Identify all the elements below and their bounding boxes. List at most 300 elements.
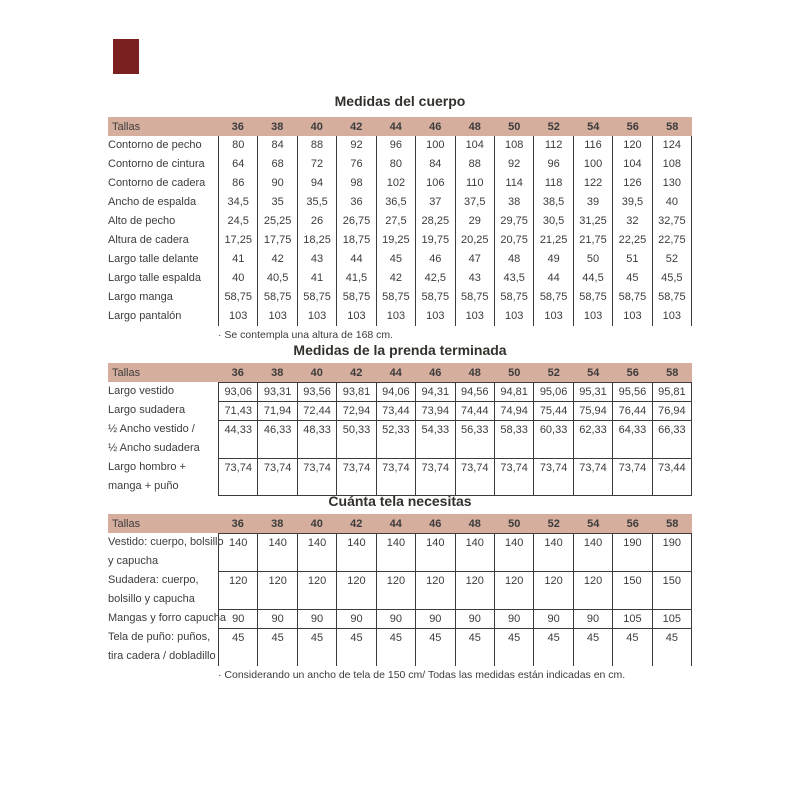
row-values <box>218 288 692 307</box>
value-cell: 92 <box>494 155 533 174</box>
size-header-cell: 40 <box>310 120 323 133</box>
value-cell: 58,75 <box>533 288 572 307</box>
row-values <box>218 136 692 155</box>
table-row <box>108 458 692 496</box>
value-cell: 71,43 <box>218 402 257 420</box>
value-cell: 120 <box>336 572 375 609</box>
value-cell: 140 <box>494 534 533 571</box>
row-label-line: ½ Ancho sudadera <box>108 442 200 454</box>
value-cell: 73,74 <box>533 459 572 495</box>
row-label-line: Largo pantalón <box>108 310 182 322</box>
size-header-cell: 56 <box>626 517 639 530</box>
value-cell: 93,56 <box>297 383 336 401</box>
value-cell: 58,33 <box>494 421 533 458</box>
value-cell: 30,5 <box>533 212 572 231</box>
value-cell: 31,25 <box>573 212 612 231</box>
value-cell: 74,44 <box>455 402 494 420</box>
value-cell: 46,33 <box>257 421 296 458</box>
table-row <box>108 174 692 193</box>
row-label <box>108 269 218 288</box>
value-cell: 120 <box>573 572 612 609</box>
value-cell: 76 <box>336 155 375 174</box>
table-footnote: · Se contempla una altura de 168 cm. <box>218 329 394 341</box>
size-table-section <box>108 94 692 342</box>
table-row <box>108 288 692 307</box>
size-header-cell: 46 <box>429 366 442 379</box>
value-cell: 92 <box>336 136 375 155</box>
value-cell: 60,33 <box>533 421 572 458</box>
row-label <box>108 136 218 155</box>
table-row <box>108 609 692 628</box>
value-cell: 73,74 <box>257 459 296 495</box>
value-cell: 72,44 <box>297 402 336 420</box>
value-cell: 22,25 <box>612 231 651 250</box>
value-cell: 26,75 <box>336 212 375 231</box>
value-cell: 39,5 <box>612 193 651 212</box>
size-header-cell: 54 <box>587 366 600 379</box>
value-cell: 140 <box>415 534 454 571</box>
table-row <box>108 571 692 609</box>
row-values <box>218 533 692 571</box>
value-cell: 116 <box>573 136 612 155</box>
row-label-line: Vestido: cuerpo, bolsillo <box>108 536 224 548</box>
value-cell: 150 <box>652 572 692 609</box>
row-values <box>218 174 692 193</box>
value-cell: 40 <box>652 193 692 212</box>
row-label <box>108 212 218 231</box>
row-label <box>108 533 224 571</box>
value-cell: 90 <box>218 610 257 628</box>
row-label-line: ½ Ancho vestido / <box>108 423 195 435</box>
row-values <box>218 571 692 609</box>
row-label-line: Largo manga <box>108 291 173 303</box>
value-cell: 17,25 <box>218 231 257 250</box>
size-header-cell: 58 <box>666 517 679 530</box>
value-cell: 28,25 <box>415 212 454 231</box>
value-cell: 103 <box>218 307 257 326</box>
value-cell: 45 <box>494 629 533 666</box>
value-cell: 45 <box>533 629 572 666</box>
value-cell: 140 <box>533 534 572 571</box>
row-label-line: Ancho de espalda <box>108 196 197 208</box>
value-cell: 94,81 <box>494 383 533 401</box>
value-cell: 43 <box>455 269 494 288</box>
value-cell: 73,74 <box>336 459 375 495</box>
value-cell: 110 <box>455 174 494 193</box>
value-cell: 45 <box>612 629 651 666</box>
table-row <box>108 269 692 288</box>
table-row <box>108 382 692 401</box>
value-cell: 68 <box>257 155 296 174</box>
value-cell: 84 <box>415 155 454 174</box>
table-row <box>108 155 692 174</box>
value-cell: 50 <box>573 250 612 269</box>
value-cell: 94,31 <box>415 383 454 401</box>
value-cell: 43 <box>297 250 336 269</box>
value-cell: 90 <box>533 610 572 628</box>
value-cell: 58,75 <box>455 288 494 307</box>
value-cell: 45 <box>376 629 415 666</box>
row-label-line: tira cadera / dobladillo <box>108 650 216 662</box>
value-cell: 18,75 <box>336 231 375 250</box>
value-cell: 64,33 <box>612 421 651 458</box>
value-cell: 45 <box>336 629 375 666</box>
value-cell: 120 <box>533 572 572 609</box>
value-cell: 74,94 <box>494 402 533 420</box>
size-header-cell: 40 <box>310 366 323 379</box>
value-cell: 90 <box>415 610 454 628</box>
value-cell: 45 <box>257 629 296 666</box>
size-header-cell: 52 <box>547 517 560 530</box>
value-cell: 90 <box>336 610 375 628</box>
value-cell: 103 <box>336 307 375 326</box>
value-cell: 51 <box>612 250 651 269</box>
value-cell: 44,33 <box>218 421 257 458</box>
size-header-cell: 58 <box>666 366 679 379</box>
value-cell: 102 <box>376 174 415 193</box>
size-header-cell: 50 <box>508 366 521 379</box>
size-header-cell: 54 <box>587 517 600 530</box>
value-cell: 42,5 <box>415 269 454 288</box>
row-label-line: Largo talle delante <box>108 253 199 265</box>
value-cell: 95,56 <box>612 383 651 401</box>
value-cell: 44,5 <box>573 269 612 288</box>
value-cell: 120 <box>257 572 296 609</box>
value-cell: 25,25 <box>257 212 296 231</box>
value-cell: 103 <box>573 307 612 326</box>
size-header-cell: 48 <box>468 120 481 133</box>
row-label-line: Largo sudadera <box>108 404 186 416</box>
value-cell: 73,74 <box>218 459 257 495</box>
table-row <box>108 420 692 458</box>
value-cell: 34,5 <box>218 193 257 212</box>
value-cell: 66,33 <box>652 421 692 458</box>
size-header-cell: 58 <box>666 120 679 133</box>
value-cell: 140 <box>573 534 612 571</box>
value-cell: 120 <box>297 572 336 609</box>
value-cell: 64 <box>218 155 257 174</box>
value-cell: 80 <box>376 155 415 174</box>
value-cell: 90 <box>257 610 296 628</box>
row-label-line: Tela de puño: puños, <box>108 631 211 643</box>
value-cell: 108 <box>494 136 533 155</box>
value-cell: 108 <box>652 155 692 174</box>
value-cell: 103 <box>652 307 692 326</box>
size-header-cell: 56 <box>626 366 639 379</box>
value-cell: 76,94 <box>652 402 692 420</box>
value-cell: 94,56 <box>455 383 494 401</box>
row-values <box>218 609 692 628</box>
value-cell: 37 <box>415 193 454 212</box>
value-cell: 103 <box>612 307 651 326</box>
size-header-cell: 46 <box>429 517 442 530</box>
table-row <box>108 250 692 269</box>
value-cell: 73,74 <box>494 459 533 495</box>
value-cell: 45,5 <box>652 269 692 288</box>
value-cell: 103 <box>494 307 533 326</box>
size-header-cell: 42 <box>350 366 363 379</box>
value-cell: 90 <box>494 610 533 628</box>
row-values <box>218 231 692 250</box>
size-header-cell: 40 <box>310 517 323 530</box>
row-label-line: Largo vestido <box>108 385 175 397</box>
value-cell: 41,5 <box>336 269 375 288</box>
size-header-cell: 54 <box>587 120 600 133</box>
table-header-row <box>108 117 692 136</box>
value-cell: 120 <box>455 572 494 609</box>
value-cell: 95,81 <box>652 383 692 401</box>
value-cell: 105 <box>612 610 651 628</box>
value-cell: 38 <box>494 193 533 212</box>
value-cell: 58,75 <box>336 288 375 307</box>
value-cell: 190 <box>652 534 692 571</box>
value-cell: 90 <box>573 610 612 628</box>
value-cell: 106 <box>415 174 454 193</box>
value-cell: 124 <box>652 136 692 155</box>
value-cell: 36,5 <box>376 193 415 212</box>
row-label <box>108 155 218 174</box>
table-title: Medidas del cuerpo <box>334 93 466 109</box>
size-header-cell: 52 <box>547 366 560 379</box>
value-cell: 72,94 <box>336 402 375 420</box>
value-cell: 104 <box>455 136 494 155</box>
size-header-cell: 56 <box>626 120 639 133</box>
value-cell: 120 <box>218 572 257 609</box>
size-header-cell: 44 <box>389 120 402 133</box>
value-cell: 46 <box>415 250 454 269</box>
value-cell: 103 <box>376 307 415 326</box>
size-header-cell: 46 <box>429 120 442 133</box>
row-label <box>108 307 218 326</box>
size-header-cell: 42 <box>350 120 363 133</box>
value-cell: 35,5 <box>297 193 336 212</box>
row-label <box>108 250 218 269</box>
value-cell: 76,44 <box>612 402 651 420</box>
value-cell: 118 <box>533 174 572 193</box>
table-row <box>108 193 692 212</box>
row-values <box>218 628 692 666</box>
value-cell: 100 <box>415 136 454 155</box>
table-title: Medidas de la prenda terminada <box>293 342 507 358</box>
value-cell: 73,74 <box>573 459 612 495</box>
value-cell: 43,5 <box>494 269 533 288</box>
size-header-cell: 52 <box>547 120 560 133</box>
value-cell: 120 <box>494 572 533 609</box>
row-values <box>218 212 692 231</box>
value-cell: 32,75 <box>652 212 692 231</box>
value-cell: 39 <box>573 193 612 212</box>
value-cell: 71,94 <box>257 402 296 420</box>
value-cell: 56,33 <box>455 421 494 458</box>
value-cell: 96 <box>376 136 415 155</box>
value-cell: 73,74 <box>612 459 651 495</box>
row-label <box>108 628 218 666</box>
value-cell: 100 <box>573 155 612 174</box>
row-label <box>108 231 218 250</box>
value-cell: 19,25 <box>376 231 415 250</box>
value-cell: 40,5 <box>257 269 296 288</box>
value-cell: 93,81 <box>336 383 375 401</box>
value-cell: 52 <box>652 250 692 269</box>
row-label-line: bolsillo y capucha <box>108 593 195 605</box>
size-header-cell: 38 <box>271 366 284 379</box>
value-cell: 49 <box>533 250 572 269</box>
value-cell: 90 <box>257 174 296 193</box>
value-cell: 84 <box>257 136 296 155</box>
size-table-section <box>108 343 692 496</box>
row-label-line: Alto de pecho <box>108 215 176 227</box>
value-cell: 44 <box>533 269 572 288</box>
value-cell: 52,33 <box>376 421 415 458</box>
size-header-cell: 44 <box>389 517 402 530</box>
value-cell: 88 <box>297 136 336 155</box>
value-cell: 19,75 <box>415 231 454 250</box>
table-row <box>108 136 692 155</box>
value-cell: 58,75 <box>652 288 692 307</box>
table-row <box>108 533 692 571</box>
value-cell: 45 <box>455 629 494 666</box>
row-label-line: Contorno de pecho <box>108 139 202 151</box>
value-cell: 93,31 <box>257 383 296 401</box>
value-cell: 58,75 <box>218 288 257 307</box>
value-cell: 32 <box>612 212 651 231</box>
size-header-cell: 44 <box>389 366 402 379</box>
row-label-line: manga + puño <box>108 480 179 492</box>
table-footnote: · Considerando un ancho de tela de 150 cm/ Todas las medidas están indicadas en cm. <box>218 669 626 681</box>
size-header-cell: 36 <box>231 517 244 530</box>
value-cell: 58,75 <box>573 288 612 307</box>
row-label <box>108 382 218 401</box>
value-cell: 47 <box>455 250 494 269</box>
value-cell: 75,44 <box>533 402 572 420</box>
value-cell: 48 <box>494 250 533 269</box>
value-cell: 90 <box>297 610 336 628</box>
value-cell: 48,33 <box>297 421 336 458</box>
value-cell: 41 <box>297 269 336 288</box>
brand-color-swatch <box>113 39 139 74</box>
value-cell: 93,06 <box>218 383 257 401</box>
value-cell: 21,25 <box>533 231 572 250</box>
value-cell: 38,5 <box>533 193 572 212</box>
value-cell: 112 <box>533 136 572 155</box>
value-cell: 62,33 <box>573 421 612 458</box>
value-cell: 54,33 <box>415 421 454 458</box>
row-label-line: Altura de cadera <box>108 234 189 246</box>
value-cell: 103 <box>297 307 336 326</box>
value-cell: 140 <box>218 534 257 571</box>
value-cell: 45 <box>218 629 257 666</box>
value-cell: 73,74 <box>376 459 415 495</box>
value-cell: 73,44 <box>376 402 415 420</box>
value-cell: 44 <box>336 250 375 269</box>
row-values <box>218 193 692 212</box>
size-header-cell: 36 <box>231 366 244 379</box>
value-cell: 120 <box>612 136 651 155</box>
row-label-line: Largo hombro + <box>108 461 186 473</box>
value-cell: 88 <box>455 155 494 174</box>
row-values <box>218 307 692 326</box>
row-values <box>218 250 692 269</box>
value-cell: 90 <box>376 610 415 628</box>
value-cell: 45 <box>415 629 454 666</box>
value-cell: 140 <box>297 534 336 571</box>
row-label <box>108 193 218 212</box>
value-cell: 58,75 <box>257 288 296 307</box>
value-cell: 40 <box>218 269 257 288</box>
row-label <box>108 174 218 193</box>
size-header-cell: 42 <box>350 517 363 530</box>
value-cell: 103 <box>533 307 572 326</box>
value-cell: 114 <box>494 174 533 193</box>
value-cell: 95,31 <box>573 383 612 401</box>
value-cell: 45 <box>376 250 415 269</box>
value-cell: 20,75 <box>494 231 533 250</box>
value-cell: 150 <box>612 572 651 609</box>
value-cell: 122 <box>573 174 612 193</box>
value-cell: 96 <box>533 155 572 174</box>
table-row <box>108 401 692 420</box>
table-row <box>108 212 692 231</box>
value-cell: 103 <box>455 307 494 326</box>
value-cell: 73,94 <box>415 402 454 420</box>
size-header-cell: 38 <box>271 120 284 133</box>
value-cell: 36 <box>336 193 375 212</box>
row-label-line: y capucha <box>108 555 159 567</box>
value-cell: 29 <box>455 212 494 231</box>
value-cell: 58,75 <box>297 288 336 307</box>
row-label <box>108 458 218 496</box>
size-header-cell: 36 <box>231 120 244 133</box>
value-cell: 80 <box>218 136 257 155</box>
value-cell: 58,75 <box>415 288 454 307</box>
size-table-section <box>108 494 692 682</box>
value-cell: 21,75 <box>573 231 612 250</box>
table-header-row <box>108 363 692 382</box>
value-cell: 140 <box>336 534 375 571</box>
value-cell: 90 <box>455 610 494 628</box>
value-cell: 94,06 <box>376 383 415 401</box>
value-cell: 72 <box>297 155 336 174</box>
table-row <box>108 231 692 250</box>
value-cell: 98 <box>336 174 375 193</box>
row-values <box>218 269 692 288</box>
value-cell: 86 <box>218 174 257 193</box>
row-label <box>108 571 218 609</box>
value-cell: 42 <box>257 250 296 269</box>
value-cell: 58,75 <box>612 288 651 307</box>
value-cell: 27,5 <box>376 212 415 231</box>
value-cell: 73,44 <box>652 459 692 495</box>
value-cell: 37,5 <box>455 193 494 212</box>
size-header-cell: 50 <box>508 517 521 530</box>
table-row <box>108 628 692 666</box>
value-cell: 104 <box>612 155 651 174</box>
row-label <box>108 609 227 628</box>
row-values <box>218 382 692 401</box>
value-cell: 190 <box>612 534 651 571</box>
value-cell: 103 <box>257 307 296 326</box>
row-values <box>218 420 692 458</box>
value-cell: 140 <box>455 534 494 571</box>
row-values <box>218 155 692 174</box>
value-cell: 42 <box>376 269 415 288</box>
tallas-label: Tallas <box>112 517 141 530</box>
value-cell: 130 <box>652 174 692 193</box>
value-cell: 95,06 <box>533 383 572 401</box>
row-values <box>218 401 692 420</box>
row-label-line: Largo talle espalda <box>108 272 201 284</box>
value-cell: 120 <box>415 572 454 609</box>
